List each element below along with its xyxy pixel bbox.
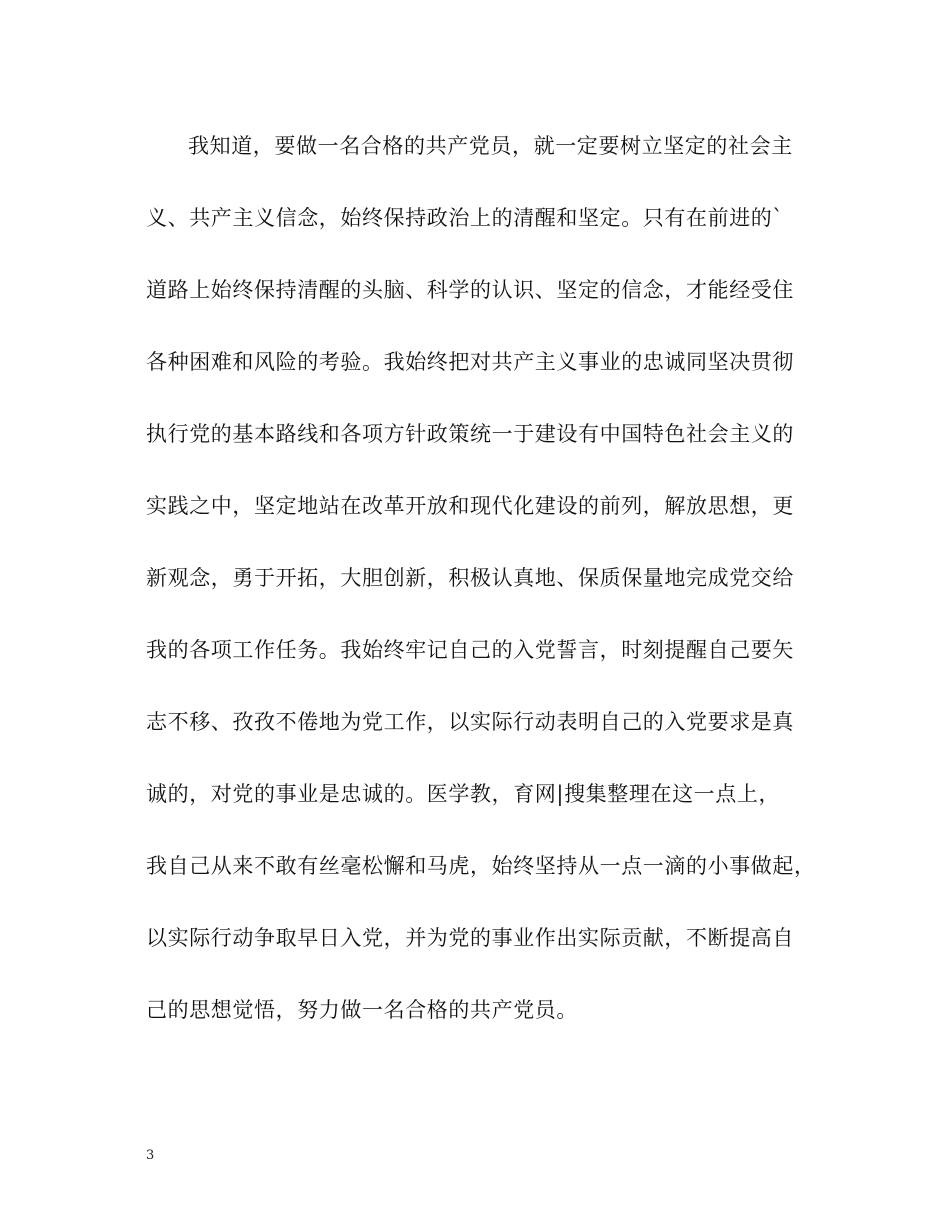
paragraph-line-12: 以实际行动争取早日入党，并为党的事业作出实际贡献，不断提高自 <box>146 926 794 950</box>
paragraph-line-3: 道路上始终保持清醒的头脑、科学的认识、坚定的信念，才能经受住 <box>146 278 794 302</box>
page-number: 3 <box>146 1148 155 1163</box>
paragraph-line-10: 诚的，对党的事业是忠诚的。医学教，育网|搜集整理在这一点上， <box>146 782 781 806</box>
paragraph-line-11: 我自己从来不敢有丝毫松懈和马虎，始终坚持从一点一滴的小事做起， <box>146 854 816 878</box>
paragraph-line-13: 己的思想觉悟，努力做一名合格的共产党员。 <box>146 998 578 1022</box>
paragraph-line-2: 义、共产主义信念，始终保持政治上的清醒和坚定。只有在前进的` <box>146 206 784 230</box>
paragraph-line-9: 志不移、孜孜不倦地为党工作，以实际行动表明自己的入党要求是真 <box>146 710 794 734</box>
paragraph-line-8: 我的各项工作任务。我始终牢记自己的入党誓言，时刻提醒自己要矢 <box>146 638 794 662</box>
paragraph-line-6: 实践之中，坚定地站在改革开放和现代化建设的前列，解放思想，更 <box>146 494 794 518</box>
paragraph-line-7: 新观念，勇于开拓，大胆创新，积极认真地、保质保量地完成党交给 <box>146 566 794 590</box>
paragraph-line-5: 执行党的基本路线和各项方针政策统一于建设有中国特色社会主义的 <box>146 422 794 446</box>
paragraph-line-4: 各种困难和风险的考验。我始终把对共产主义事业的忠诚同坚决贯彻 <box>146 350 794 374</box>
paragraph-line-1: 我知道，要做一名合格的共产党员，就一定要树立坚定的社会主 <box>188 134 793 158</box>
